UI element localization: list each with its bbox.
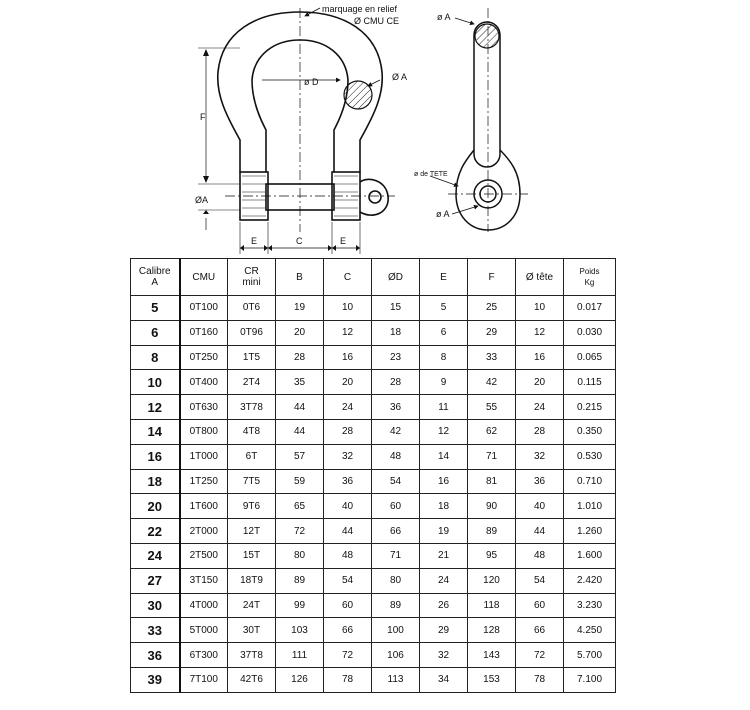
table-row — [131, 395, 616, 420]
table-cell: 89 — [372, 593, 420, 618]
table-cell: 0.710 — [564, 469, 616, 494]
table-row — [131, 320, 616, 345]
calibre-cell: 27 — [131, 568, 180, 593]
table-cell: 48 — [324, 543, 372, 568]
table-cell: 40 — [516, 494, 564, 519]
table-cell: 12 — [420, 419, 468, 444]
table-cell: 103 — [276, 618, 324, 643]
table-cell: 95 — [468, 543, 516, 568]
table-cell: 71 — [372, 543, 420, 568]
calibre-cell: 30 — [131, 593, 180, 618]
table-cell: 72 — [516, 643, 564, 668]
table-cell: 26 — [420, 593, 468, 618]
table-cell: 1.010 — [564, 494, 616, 519]
side-dia-a-top-label: ø A — [437, 12, 451, 22]
table-row — [131, 469, 616, 494]
table-cell: 60 — [372, 494, 420, 519]
table-cell: 78 — [516, 667, 564, 692]
column-header: Ø tête — [516, 259, 564, 296]
column-header: B — [276, 259, 324, 296]
table-cell: 0.017 — [564, 296, 616, 321]
table-cell: 120 — [468, 568, 516, 593]
table-cell: 1T250 — [180, 469, 228, 494]
column-header: CMU — [180, 259, 228, 296]
table-cell: 59 — [276, 469, 324, 494]
calibre-cell: 39 — [131, 667, 180, 692]
table-cell: 55 — [468, 395, 516, 420]
table-cell: 11 — [420, 395, 468, 420]
table-cell: 48 — [516, 543, 564, 568]
table-cell: 71 — [468, 444, 516, 469]
table-cell: 72 — [324, 643, 372, 668]
table-cell: 10 — [516, 296, 564, 321]
table-cell: 18 — [420, 494, 468, 519]
table-cell: 40 — [324, 494, 372, 519]
table-cell: 14 — [420, 444, 468, 469]
table-row — [131, 494, 616, 519]
table-row — [131, 519, 616, 544]
table-cell: 28 — [324, 419, 372, 444]
column-header: CR mini — [228, 259, 276, 296]
table-cell: 20 — [324, 370, 372, 395]
column-header: F — [468, 259, 516, 296]
table-cell: 24T — [228, 593, 276, 618]
table-row — [131, 667, 616, 692]
table-cell: 62 — [468, 419, 516, 444]
table-cell: 78 — [324, 667, 372, 692]
table-cell: 1.600 — [564, 543, 616, 568]
table-cell: 19 — [420, 519, 468, 544]
table-cell: 128 — [468, 618, 516, 643]
table-cell: 81 — [468, 469, 516, 494]
table-cell: 4T8 — [228, 419, 276, 444]
table-cell: 1T600 — [180, 494, 228, 519]
table-row — [131, 543, 616, 568]
table-cell: 34 — [420, 667, 468, 692]
table-cell: 66 — [372, 519, 420, 544]
table-cell: 0.030 — [564, 320, 616, 345]
table-cell: 23 — [372, 345, 420, 370]
table-cell: 143 — [468, 643, 516, 668]
table-cell: 18T9 — [228, 568, 276, 593]
table-cell: 1T000 — [180, 444, 228, 469]
table-cell: 66 — [516, 618, 564, 643]
table-cell: 7.100 — [564, 667, 616, 692]
table-cell: 12 — [516, 320, 564, 345]
table-cell: 16 — [516, 345, 564, 370]
table-cell: 44 — [276, 395, 324, 420]
table-cell: 16 — [420, 469, 468, 494]
table-row — [131, 419, 616, 444]
table-cell: 5T000 — [180, 618, 228, 643]
table-cell: 80 — [276, 543, 324, 568]
table-cell: 7T100 — [180, 667, 228, 692]
table-cell: 12 — [324, 320, 372, 345]
table-cell: 33 — [468, 345, 516, 370]
calibre-cell: 33 — [131, 618, 180, 643]
table-cell: 16 — [324, 345, 372, 370]
table-cell: 0T100 — [180, 296, 228, 321]
table-cell: 60 — [324, 593, 372, 618]
table-cell: 10 — [324, 296, 372, 321]
table-cell: 24 — [516, 395, 564, 420]
side-dia-tete-label: ø de TETE — [414, 171, 448, 178]
table-cell: 35 — [276, 370, 324, 395]
table-cell: 54 — [324, 568, 372, 593]
side-dia-a-bottom-label: ø A — [436, 209, 450, 219]
calibre-cell: 12 — [131, 395, 180, 420]
table-cell: 60 — [516, 593, 564, 618]
dia-d-label: ø D — [304, 77, 319, 87]
table-cell: 15 — [372, 296, 420, 321]
table-row — [131, 643, 616, 668]
table-cell: 153 — [468, 667, 516, 692]
table-cell: 48 — [372, 444, 420, 469]
table-cell: 29 — [420, 618, 468, 643]
table-cell: 7T5 — [228, 469, 276, 494]
table-cell: 24 — [324, 395, 372, 420]
table-cell: 36 — [516, 469, 564, 494]
table-cell: 5 — [420, 296, 468, 321]
table-cell: 0T160 — [180, 320, 228, 345]
column-header: Calibre A — [131, 259, 180, 296]
table-cell: 21 — [420, 543, 468, 568]
table-cell: 99 — [276, 593, 324, 618]
calibre-cell: 6 — [131, 320, 180, 345]
column-header: Poids Kg — [564, 259, 616, 296]
table-cell: 42T6 — [228, 667, 276, 692]
table-body — [131, 296, 616, 693]
table-cell: 32 — [516, 444, 564, 469]
f-label: F — [200, 112, 206, 122]
calibre-cell: 5 — [131, 296, 180, 321]
table-cell: 113 — [372, 667, 420, 692]
table-cell: 4T000 — [180, 593, 228, 618]
shackle-drawing — [0, 0, 750, 258]
table-cell: 0T250 — [180, 345, 228, 370]
table-cell: 6T — [228, 444, 276, 469]
e-right-label: E — [340, 236, 347, 246]
calibre-cell: 16 — [131, 444, 180, 469]
table-cell: 2T000 — [180, 519, 228, 544]
table-cell: 29 — [468, 320, 516, 345]
column-header: E — [420, 259, 468, 296]
table-cell: 9 — [420, 370, 468, 395]
table-cell: 0T400 — [180, 370, 228, 395]
table-cell: 100 — [372, 618, 420, 643]
table-cell: 8 — [420, 345, 468, 370]
table-cell: 1T5 — [228, 345, 276, 370]
calibre-cell: 24 — [131, 543, 180, 568]
calibre-cell: 10 — [131, 370, 180, 395]
table-cell: 111 — [276, 643, 324, 668]
table-cell: 66 — [324, 618, 372, 643]
table-cell: 9T6 — [228, 494, 276, 519]
table-cell: 44 — [516, 519, 564, 544]
table-cell: 90 — [468, 494, 516, 519]
table-cell: 0T96 — [228, 320, 276, 345]
table-cell: 32 — [420, 643, 468, 668]
table-cell: 32 — [324, 444, 372, 469]
calibre-cell: 18 — [131, 469, 180, 494]
table-cell: 25 — [468, 296, 516, 321]
column-header: ØD — [372, 259, 420, 296]
table-cell: 20 — [276, 320, 324, 345]
table-cell: 0.215 — [564, 395, 616, 420]
table-cell: 0T630 — [180, 395, 228, 420]
table-cell: 18 — [372, 320, 420, 345]
table-cell: 106 — [372, 643, 420, 668]
table-cell: 28 — [276, 345, 324, 370]
calibre-cell: 8 — [131, 345, 180, 370]
dia-a-pin-label: ØA — [195, 195, 209, 205]
table-row — [131, 345, 616, 370]
table-cell: 24 — [420, 568, 468, 593]
table-cell: 6T300 — [180, 643, 228, 668]
table-cell: 37T8 — [228, 643, 276, 668]
table-cell: 6 — [420, 320, 468, 345]
table-cell: 36 — [372, 395, 420, 420]
table-cell: 42 — [468, 370, 516, 395]
table-cell: 15T — [228, 543, 276, 568]
table-cell: 54 — [516, 568, 564, 593]
table-cell: 0.350 — [564, 419, 616, 444]
calibre-cell: 22 — [131, 519, 180, 544]
table-cell: 1.260 — [564, 519, 616, 544]
dia-a-section-label: Ø A — [392, 72, 408, 82]
c-label: C — [296, 236, 303, 246]
table-cell: 42 — [372, 419, 420, 444]
table-cell: 126 — [276, 667, 324, 692]
table-row — [131, 568, 616, 593]
table-cell: 65 — [276, 494, 324, 519]
calibre-cell: 20 — [131, 494, 180, 519]
shackle-front-view — [218, 12, 388, 220]
table-cell: 0.065 — [564, 345, 616, 370]
table-cell: 44 — [276, 419, 324, 444]
table-cell: 54 — [372, 469, 420, 494]
marking-sub-label: Ø CMU CE — [354, 16, 399, 26]
calibre-cell: 36 — [131, 643, 180, 668]
table-cell: 44 — [324, 519, 372, 544]
table-cell: 0.115 — [564, 370, 616, 395]
table-cell: 36 — [324, 469, 372, 494]
table-cell: 4.250 — [564, 618, 616, 643]
table-cell: 89 — [276, 568, 324, 593]
table-cell: 28 — [516, 419, 564, 444]
table-row — [131, 370, 616, 395]
table-cell: 89 — [468, 519, 516, 544]
table-row — [131, 444, 616, 469]
table-cell: 3T150 — [180, 568, 228, 593]
calibre-cell: 14 — [131, 419, 180, 444]
table-cell: 0.530 — [564, 444, 616, 469]
table-cell: 2.420 — [564, 568, 616, 593]
table-cell: 12T — [228, 519, 276, 544]
specification-table — [130, 258, 616, 693]
table-cell: 72 — [276, 519, 324, 544]
table-row — [131, 618, 616, 643]
marking-label: marquage en relief — [322, 4, 398, 14]
table-cell: 28 — [372, 370, 420, 395]
table-cell: 3T78 — [228, 395, 276, 420]
table-cell: 0T800 — [180, 419, 228, 444]
table-cell: 3.230 — [564, 593, 616, 618]
e-left-label: E — [251, 236, 258, 246]
table-cell: 5.700 — [564, 643, 616, 668]
table-cell: 20 — [516, 370, 564, 395]
table-row — [131, 296, 616, 321]
table-row — [131, 593, 616, 618]
table-cell: 30T — [228, 618, 276, 643]
table-cell: 19 — [276, 296, 324, 321]
table-cell: 2T500 — [180, 543, 228, 568]
column-header: C — [324, 259, 372, 296]
table-cell: 0T6 — [228, 296, 276, 321]
table-cell: 80 — [372, 568, 420, 593]
table-header-row — [131, 259, 616, 296]
table-cell: 2T4 — [228, 370, 276, 395]
table-cell: 57 — [276, 444, 324, 469]
table-cell: 118 — [468, 593, 516, 618]
